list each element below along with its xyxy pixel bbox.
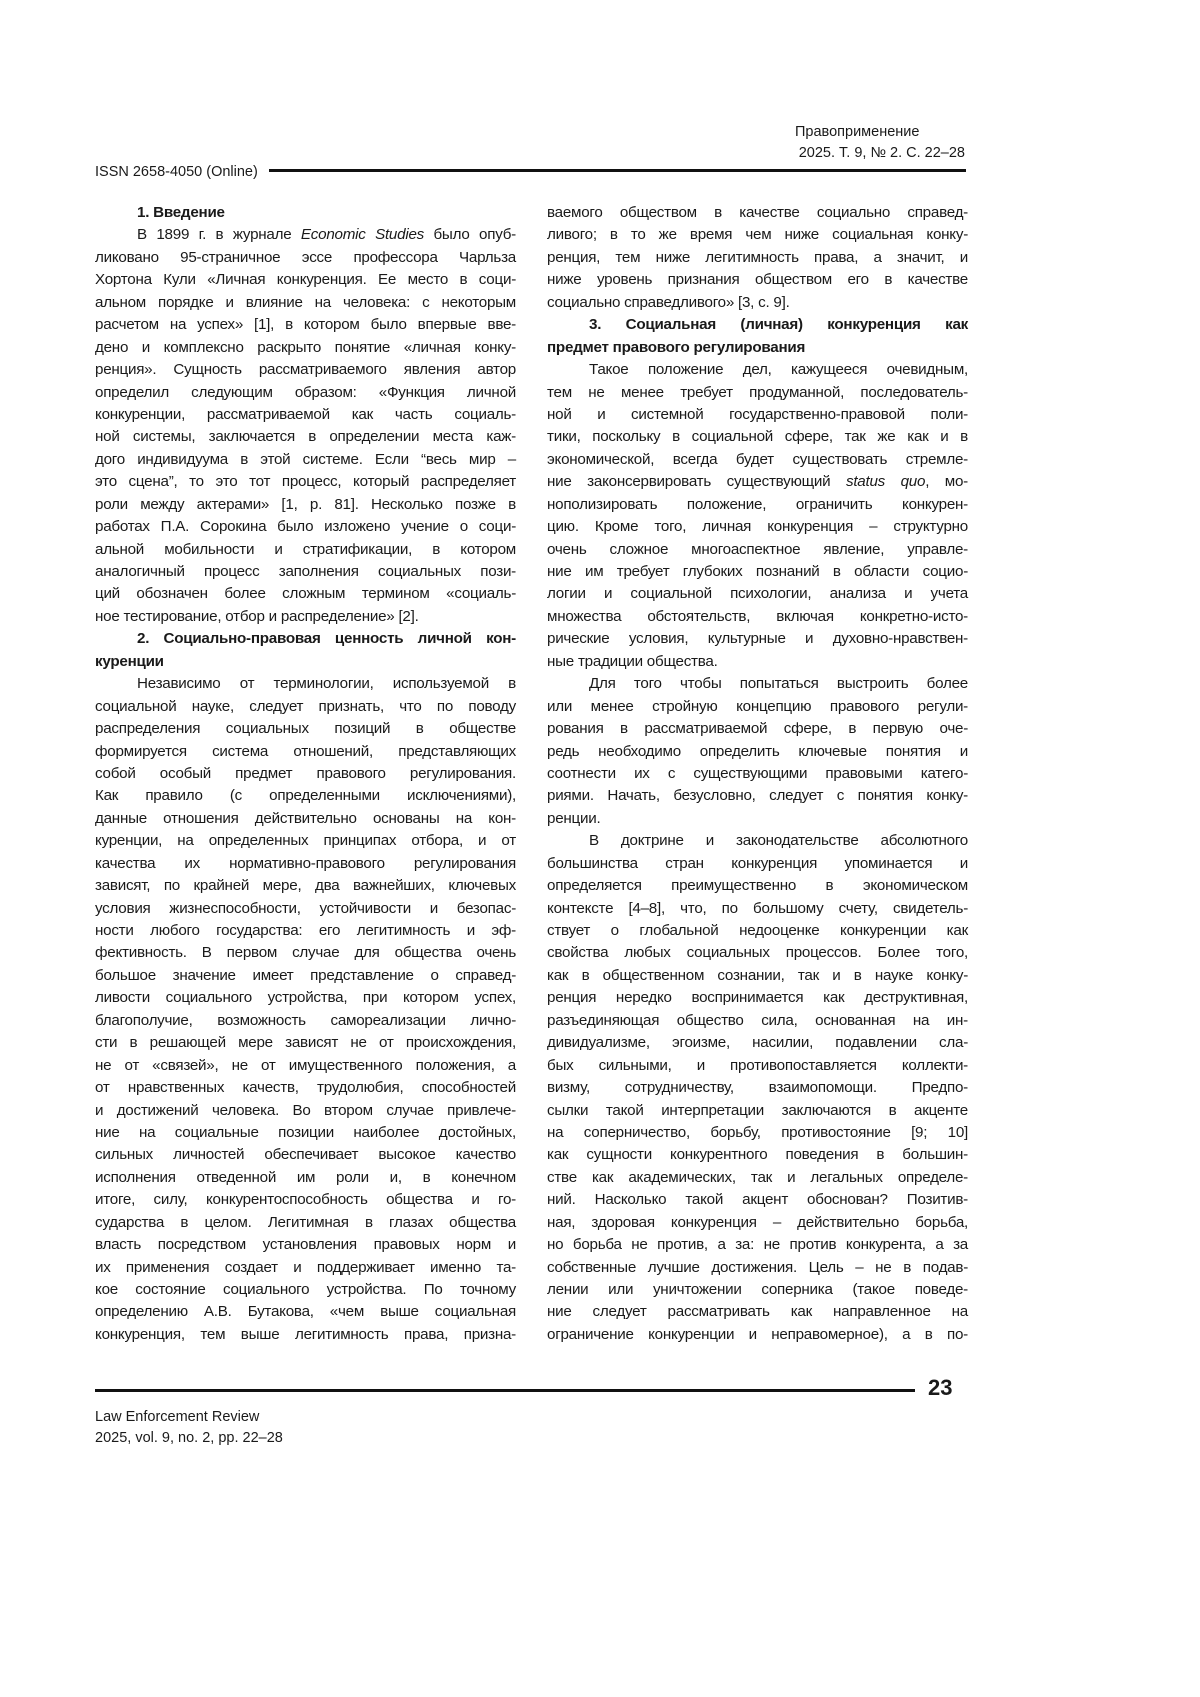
text-line: на соперничество, борьбу, противостояние [9; 10] [547, 1122, 968, 1144]
text-line: визму, сотрудничеству, взаимопомощи. Предпо- [547, 1077, 968, 1099]
text-line: сти в решающей мере зависят не от происхождения, [95, 1032, 516, 1054]
text-line: благополучие, возможность самореализации лично- [95, 1010, 516, 1032]
text-line: большинства стран конкуренция упоминается и [547, 853, 968, 875]
text-line: логии и социальной психологии, анализа и учета [547, 583, 968, 605]
left-column [95, 202, 516, 1346]
text-line: альной мобильности и стратификации, в котором [95, 539, 516, 561]
text-line: В доктрине и законодательстве абсолютного [547, 830, 968, 852]
text-line: качества их нормативно-правового регулирования [95, 853, 516, 875]
text-line: риями. Начать, безусловно, следует с понятия конку- [547, 785, 968, 807]
text-line: формируется система отношений, представляющих [95, 741, 516, 763]
text-line: 1. Введение [95, 202, 516, 224]
text-line: ваемого обществом в качестве социально справед- [547, 202, 968, 224]
paragraph [547, 202, 968, 314]
text-line: собственные лучшие достижения. Цель – не в подав- [547, 1257, 968, 1279]
text-line: свойства любых социальных процессов. Более того, [547, 942, 968, 964]
text-line: ние на социальные позиции наиболее достойных, [95, 1122, 516, 1144]
text-line: ной и системной государственно-правовой поли- [547, 404, 968, 426]
text-line: работах П.А. Сорокина было изложено учение о соци- [95, 516, 516, 538]
text-line [95, 224, 516, 246]
footer-rule [95, 1389, 915, 1392]
text-line: дивидуализме, эгоизме, насилии, подавлении сла- [547, 1032, 968, 1054]
text-line: ренция, тем ниже легитимность права, а значит, и [547, 247, 968, 269]
section-heading [95, 628, 516, 673]
text-line: ности любого государства: его легитимность и эф- [95, 920, 516, 942]
text-line: редь необходимо определить ключевые понятия и [547, 741, 968, 763]
text-line: фективность. В первом случае для общества очень [95, 942, 516, 964]
issue-info-ru: 2025. Т. 9, № 2. С. 22–28 [799, 143, 965, 164]
text-segment: , мо- [925, 473, 968, 490]
text-line: власть посредством установления правовых норм и [95, 1234, 516, 1256]
paragraph [95, 224, 516, 628]
text-line: ные традиции общества. [547, 651, 968, 673]
text-line: ограничение конкуренции и неправомерное), а в по- [547, 1324, 968, 1346]
text-line: зависят, по крайней мере, два важнейших, ключевых [95, 875, 516, 897]
text-line: расчетом на успех» [1], в котором было впервые вве- [95, 314, 516, 336]
text-line: сильных личностей обеспечивает высокое качество [95, 1144, 516, 1166]
text-line: конкуренция, тем выше легитимность права, призна- [95, 1324, 516, 1346]
text-line: 3. Социальная (личная) конкуренция как [547, 314, 968, 336]
page-number: 23 [928, 1375, 952, 1401]
text-line: соотнести их с существующими правовыми катего- [547, 763, 968, 785]
text-line: сылки такой интерпретации заключаются в акценте [547, 1100, 968, 1122]
text-line: множества обстоятельств, включая конкретно-исто- [547, 606, 968, 628]
text-line: определил следующим образом: «Функция личной [95, 382, 516, 404]
text-line: очень сложное многоаспектное явление, управле- [547, 539, 968, 561]
text-line: Такое положение дел, кажущееся очевидным, [547, 359, 968, 381]
section-heading [547, 314, 968, 359]
text-line: куренции, на определенных принципах отбора, и от [95, 830, 516, 852]
text-line: дено и комплексно раскрыто понятие «личная конку- [95, 337, 516, 359]
text-line: альном порядке и влияние на человека: с некоторым [95, 292, 516, 314]
text-line: ливого; в то же время чем ниже социальная конку- [547, 224, 968, 246]
text-line: разъединяющая общество сила, основанная на ин- [547, 1010, 968, 1032]
text-line: как сущности конкурентного поведения в большин- [547, 1144, 968, 1166]
text-line: ликовано 95-страничное эссе профессора Чарльза [95, 247, 516, 269]
text-line: условия жизнеспособности, устойчивости и безопас- [95, 898, 516, 920]
text-line: и достижений человека. Во втором случае привлече- [95, 1100, 516, 1122]
text-line: исполнения отведенной им роли и, в конечном [95, 1167, 516, 1189]
header-rule [269, 169, 966, 172]
text-line: ная, здоровая конкуренция – действительно борьба, [547, 1212, 968, 1234]
text-line: бых сильными, и противопоставляется коллекти- [547, 1055, 968, 1077]
text-line: определению А.В. Бутакова, «чем выше социальная [95, 1301, 516, 1323]
text-line: тем не менее требует продуманной, последователь- [547, 382, 968, 404]
journal-title-en: Law Enforcement Review [95, 1407, 259, 1428]
text-line: нополизировать положение, ограничить конкурен- [547, 494, 968, 516]
text-line: ной системы, заключается в определении места каж- [95, 426, 516, 448]
issue-info-en: 2025, vol. 9, no. 2, pp. 22–28 [95, 1428, 283, 1449]
text-line: куренции [95, 651, 516, 673]
text-line [547, 471, 968, 493]
text-line: тики, поскольку в социальной сфере, так же как и в [547, 426, 968, 448]
text-line: распределения социальных позиций в обществе [95, 718, 516, 740]
text-line: или менее стройную концепцию правового регули- [547, 696, 968, 718]
section-heading [95, 202, 516, 224]
text-line: предмет правового регулирования [547, 337, 968, 359]
text-line: кое состояние социального устройства. По точному [95, 1279, 516, 1301]
text-line: сударства в целом. Легитимная в глазах общества [95, 1212, 516, 1234]
text-segment: ние законсервировать существующий [547, 473, 846, 490]
text-line: ренция». Сущность рассматриваемого явления автор [95, 359, 516, 381]
text-line: определяется преимущественно в экономическом [547, 875, 968, 897]
text-line: но борьба не против, а за: не против конкурента, а за [547, 1234, 968, 1256]
text-line: собой особый предмет правового регулирования. [95, 763, 516, 785]
text-line: ренции. [547, 808, 968, 830]
text-line: Как правило (с определенными исключениями), [95, 785, 516, 807]
text-line: ций обозначен более сложным термином «социаль- [95, 583, 516, 605]
paragraph [547, 830, 968, 1346]
text-line: роли между актерами» [1, p. 81]. Несколько позже в [95, 494, 516, 516]
text-line: цию. Кроме того, личная конкуренция – структурно [547, 516, 968, 538]
text-line: рические условия, культурные и духовно-нравствен- [547, 628, 968, 650]
text-segment: было опуб- [424, 226, 516, 243]
text-line: аналогичный процесс заполнения социальных пози- [95, 561, 516, 583]
italic-text: status quo [846, 473, 925, 490]
text-line: это сцена”, то это тот процесс, который распределяет [95, 471, 516, 493]
text-line: контексте [4–8], что, по большому счету, свидетель- [547, 898, 968, 920]
paragraph [95, 673, 516, 1346]
issn: ISSN 2658-4050 (Online) [95, 162, 258, 183]
text-line: ние им требует глубоких познаний в области социо- [547, 561, 968, 583]
right-column [547, 202, 968, 1346]
journal-title-ru: Правоприменение [795, 122, 965, 143]
text-line: итоге, силу, конкурентоспособность общества и го- [95, 1189, 516, 1211]
italic-text: Economic Studies [301, 226, 424, 243]
text-line: Для того чтобы попытаться выстроить более [547, 673, 968, 695]
text-line: конкуренции, рассматриваемой как часть социаль- [95, 404, 516, 426]
text-line: от нравственных качеств, трудолюбия, способностей [95, 1077, 516, 1099]
text-line: ствует о глобальной недооценке конкуренции как [547, 920, 968, 942]
text-line: не от «связей», не от имущественного положения, а [95, 1055, 516, 1077]
text-line: экономической, всегда будет существовать стремле- [547, 449, 968, 471]
text-line: стве как академических, так и легальных определе- [547, 1167, 968, 1189]
text-line: их применения создает и поддерживает именно та- [95, 1257, 516, 1279]
text-line: ниже уровень признания обществом его в качестве [547, 269, 968, 291]
text-line: социальной науке, следует признать, что по поводу [95, 696, 516, 718]
text-line: ное тестирование, отбор и распределение» [2]. [95, 606, 516, 628]
text-line: данные отношения действительно основаны на кон- [95, 808, 516, 830]
paragraph [547, 673, 968, 830]
text-line: ливости социального устройства, при котором успех, [95, 987, 516, 1009]
text-line: ний. Насколько такой акцент обоснован? Позитив- [547, 1189, 968, 1211]
text-line: социально справедливого» [3, с. 9]. [547, 292, 968, 314]
text-line: большое значение имеет представление о справед- [95, 965, 516, 987]
text-line: как в общественном сознании, так и в науке конку- [547, 965, 968, 987]
text-line: ренция нередко воспринимается как деструктивная, [547, 987, 968, 1009]
text-line: 2. Социально-правовая ценность личной кон- [95, 628, 516, 650]
text-line: лении или уничтожении соперника (такое поведе- [547, 1279, 968, 1301]
text-line: ние следует рассматривать как направленное на [547, 1301, 968, 1323]
text-segment: В 1899 г. в журнале [137, 226, 301, 243]
text-line: дого индивидуума в этой системе. Если “весь мир – [95, 449, 516, 471]
text-line: Независимо от терминологии, используемой в [95, 673, 516, 695]
text-line: рования в рассматриваемой сфере, в первую оче- [547, 718, 968, 740]
paragraph [547, 359, 968, 673]
text-line: Хортона Кули «Личная конкуренция. Ее место в соци- [95, 269, 516, 291]
